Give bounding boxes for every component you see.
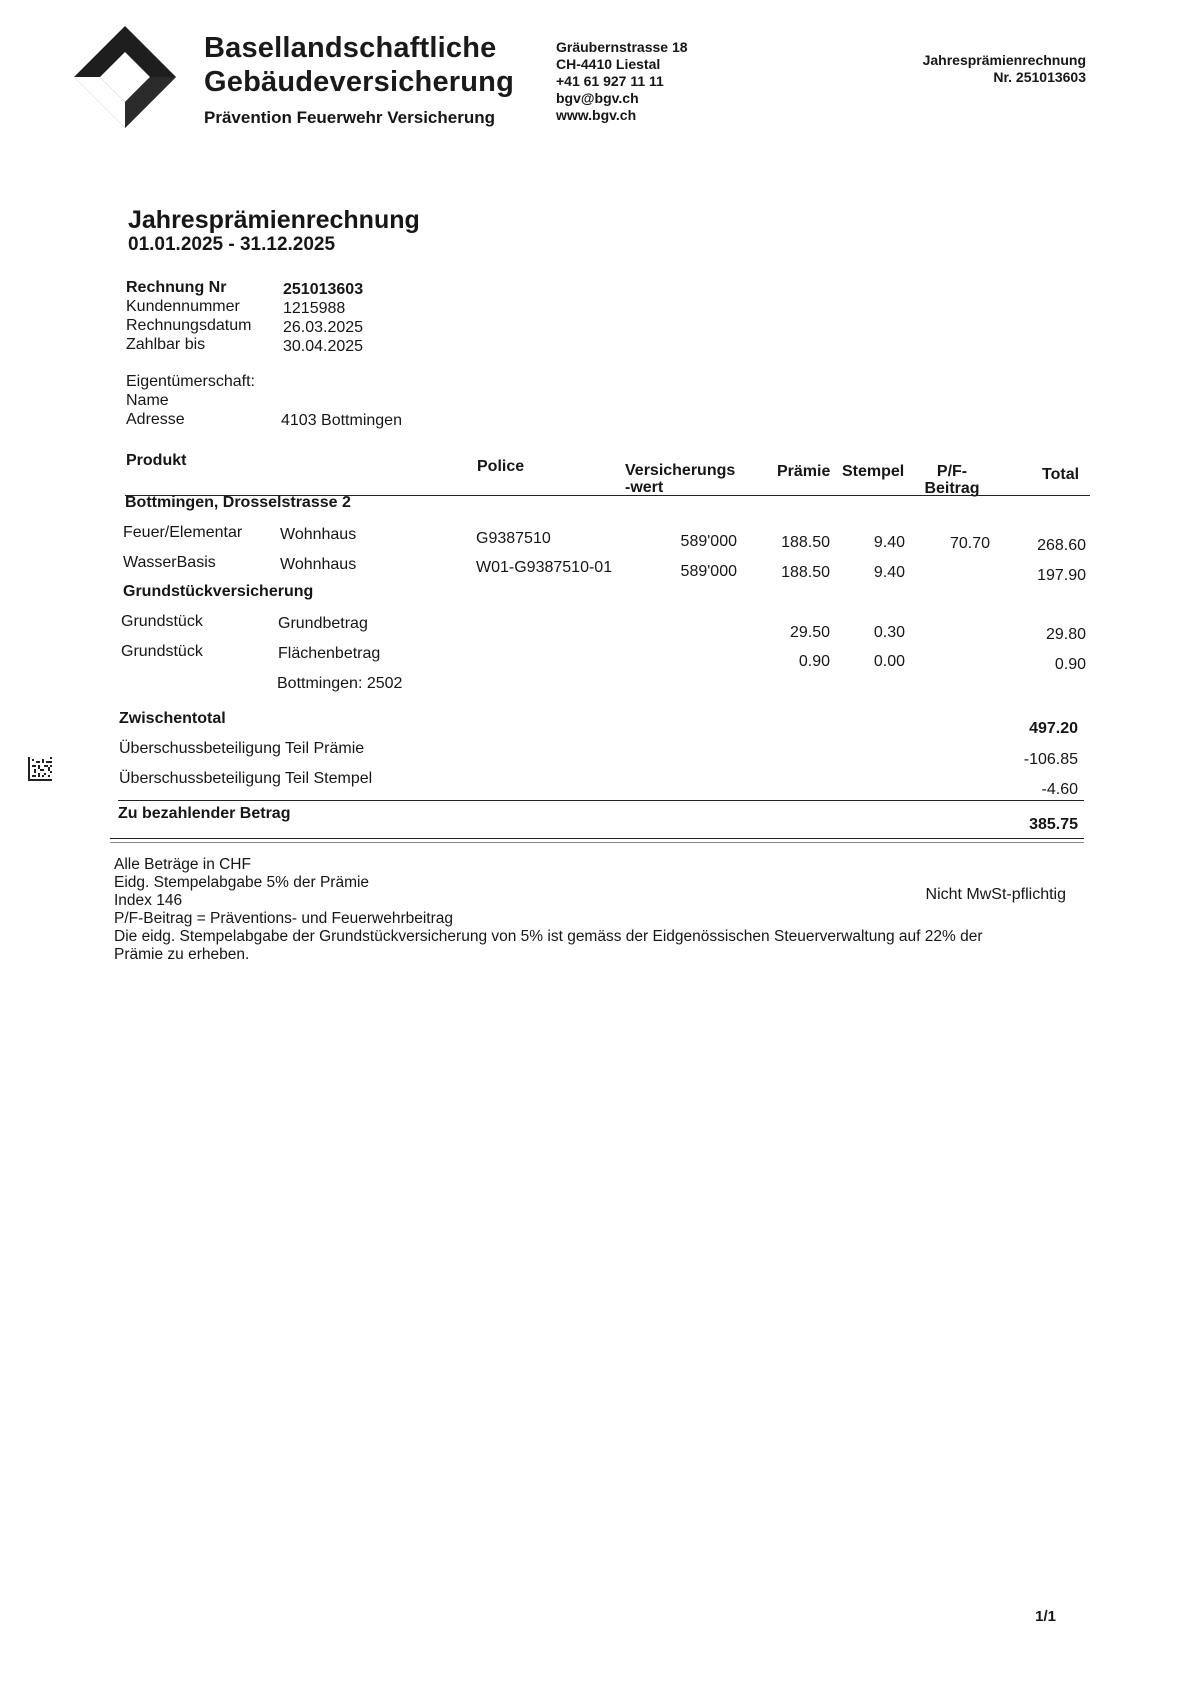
row4-stempel: 0.00 bbox=[873, 653, 905, 670]
value-invoice-date: 26.03.2025 bbox=[283, 319, 364, 336]
col-header-versicherungswert bbox=[625, 462, 735, 496]
amount-due-label: Zu bezahlender Betrag bbox=[118, 805, 291, 822]
bgv-logo-icon bbox=[70, 22, 180, 132]
row4-objekt: Flächenbetrag bbox=[278, 645, 381, 662]
invoice-info-values bbox=[283, 280, 363, 356]
section-grundstueck: Grundstückversicherung bbox=[123, 583, 314, 600]
row2-police: W01-G9387510-01 bbox=[476, 559, 613, 576]
row1-pf: 70.70 bbox=[949, 535, 990, 552]
label-due-date: Zahlbar bis bbox=[126, 336, 206, 353]
vat-note: Nicht MwSt-pflichtig bbox=[925, 886, 1066, 903]
surplus-premium-label: Überschussbeteiligung Teil Prämie bbox=[119, 740, 365, 757]
row1-police: G9387510 bbox=[476, 530, 551, 547]
value-due-date: 30.04.2025 bbox=[283, 338, 364, 355]
owner-block bbox=[126, 372, 255, 429]
row1-total: 268.60 bbox=[1037, 537, 1086, 554]
amount-due-bottom-rule-2 bbox=[110, 842, 1084, 843]
org-tagline: Prävention Feuerwehr Versicherung bbox=[204, 108, 495, 127]
col-header-produkt: Produkt bbox=[126, 452, 187, 469]
col-header-pf-line1: P/F- bbox=[936, 463, 968, 480]
page-number: 1/1 bbox=[1035, 1608, 1056, 1625]
row2-wert: 589'000 bbox=[680, 563, 737, 580]
col-header-stempel: Stempel bbox=[842, 463, 905, 480]
value-invoice-number: 251013603 bbox=[283, 281, 364, 298]
label-customer-number: Kundennummer bbox=[126, 298, 240, 315]
label-invoice-number: Rechnung Nr bbox=[126, 279, 227, 296]
document-title: Jahresprämienrechnung bbox=[128, 206, 420, 234]
org-email: bgv@bgv.ch bbox=[556, 90, 639, 106]
footer-note-index: Index 146 bbox=[114, 892, 183, 909]
footer-note-stamp-tax: Eidg. Stempelabgabe 5% der Prämie bbox=[114, 874, 370, 891]
amount-due-top-rule bbox=[118, 800, 1084, 801]
document-period: 01.01.2025 - 31.12.2025 bbox=[128, 234, 336, 255]
org-phone: +41 61 927 11 11 bbox=[556, 73, 664, 89]
org-city: CH-4410 Liestal bbox=[556, 56, 661, 72]
surplus-premium-value: -106.85 bbox=[1023, 751, 1078, 768]
row3-produkt: Grundstück bbox=[121, 613, 203, 630]
footer-notes bbox=[114, 856, 983, 964]
row4-total: 0.90 bbox=[1054, 656, 1086, 673]
owner-name-label: Name bbox=[126, 392, 169, 409]
col-header-versicherungswert-line1: Versicherungs bbox=[625, 462, 736, 479]
amount-due-bottom-rule bbox=[110, 838, 1084, 839]
col-header-pf-line2: Beitrag bbox=[924, 480, 980, 497]
label-invoice-date: Rechnungsdatum bbox=[126, 317, 252, 334]
owner-city: 4103 Bottmingen bbox=[281, 412, 402, 429]
footer-note-property-stamp-cont: Prämie zu erheben. bbox=[114, 946, 250, 963]
row1-objekt: Wohnhaus bbox=[280, 526, 357, 543]
col-header-pf-beitrag bbox=[920, 463, 984, 497]
header-doc-ref bbox=[850, 52, 1086, 86]
owner-heading: Eigentümerschaft: bbox=[126, 373, 255, 390]
row3-stempel: 0.30 bbox=[873, 624, 905, 641]
org-name-line1: Basellandschaftliche bbox=[204, 32, 497, 64]
row3-total: 29.80 bbox=[1045, 626, 1086, 643]
row4-produkt: Grundstück bbox=[121, 643, 203, 660]
row2-objekt: Wohnhaus bbox=[280, 556, 357, 573]
row1-praemie: 188.50 bbox=[781, 534, 830, 551]
footer-note-currency: Alle Beträge in CHF bbox=[114, 856, 251, 873]
owner-address-label: Adresse bbox=[126, 411, 185, 428]
org-address bbox=[556, 39, 688, 124]
col-header-total: Total bbox=[1042, 466, 1080, 483]
org-name-line2: Gebäudeversicherung bbox=[204, 66, 515, 98]
footer-note-pf: P/F-Beitrag = Präventions- und Feuerwehrbeitrag bbox=[114, 910, 454, 927]
value-customer-number: 1215988 bbox=[283, 300, 346, 317]
row2-produkt: WasserBasis bbox=[123, 554, 216, 571]
col-header-praemie: Prämie bbox=[777, 463, 831, 480]
datamatrix-code-icon bbox=[28, 757, 52, 781]
row1-wert: 589'000 bbox=[680, 533, 737, 550]
row2-stempel: 9.40 bbox=[873, 564, 905, 581]
org-street: Gräubernstrasse 18 bbox=[556, 39, 688, 55]
row1-produkt: Feuer/Elementar bbox=[123, 524, 243, 541]
row2-praemie: 188.50 bbox=[781, 564, 830, 581]
org-website: www.bgv.ch bbox=[556, 107, 637, 123]
subtotal-label: Zwischentotal bbox=[119, 710, 226, 727]
header-doc-number: Nr. 251013603 bbox=[993, 69, 1086, 85]
col-header-police: Police bbox=[477, 458, 525, 475]
invoice-info-labels bbox=[126, 278, 251, 354]
row2-total: 197.90 bbox=[1037, 567, 1086, 584]
surplus-stamp-label: Überschussbeteiligung Teil Stempel bbox=[119, 770, 373, 787]
row3-praemie: 29.50 bbox=[789, 624, 830, 641]
surplus-stamp-value: -4.60 bbox=[1041, 781, 1078, 798]
row1-stempel: 9.40 bbox=[873, 534, 905, 551]
col-header-versicherungswert-line2: -wert bbox=[625, 479, 664, 496]
subtotal-value: 497.20 bbox=[1029, 720, 1078, 737]
section-property-address: Bottmingen, Drosselstrasse 2 bbox=[125, 494, 351, 511]
footer-note-property-stamp: Die eidg. Stempelabgabe der Grundstückversicherung von 5% ist gemäss der Eidgenössischen Steuerverwaltung auf 22% der bbox=[114, 928, 983, 945]
municipality-line: Bottmingen: 2502 bbox=[277, 675, 403, 692]
row4-praemie: 0.90 bbox=[798, 653, 830, 670]
header-doc-type: Jahresprämienrechnung bbox=[922, 52, 1086, 68]
row3-objekt: Grundbetrag bbox=[278, 615, 368, 632]
amount-due-value: 385.75 bbox=[1029, 816, 1078, 833]
